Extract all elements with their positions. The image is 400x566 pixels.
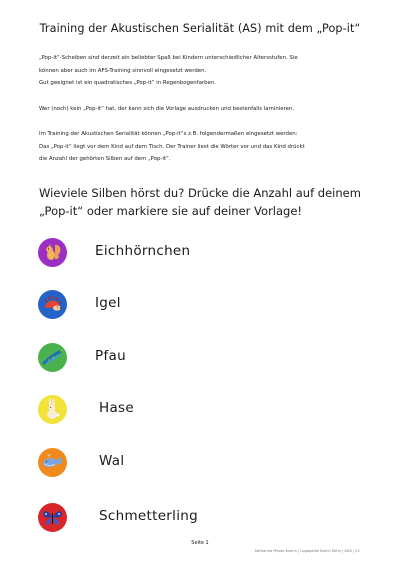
question-line: Wieviele Silben hörst du? Drücke die Anzahl auf deinem xyxy=(39,186,361,200)
squirrel-icon xyxy=(38,238,67,267)
word-label: Wal xyxy=(99,453,125,469)
page-number: Seite 1 xyxy=(191,540,209,546)
intro-paragraph-3 xyxy=(39,128,369,166)
question-line: „Pop-it“ oder markiere sie auf deiner Vorlage! xyxy=(39,203,303,218)
intro-line: können aber auch im AFS-Training sinnvoll eingesetzt werden. xyxy=(39,67,207,74)
hedgehog-icon xyxy=(38,290,67,319)
word-label: Schmetterling xyxy=(99,508,198,524)
page-title: Training der Akustischen Serialität (AS) mit dem „Pop-it“ xyxy=(39,22,361,35)
intro-line: Das „Pop-it“ liegt vor dem Kind auf dem Tisch. Der Trainer liest die Wörter vor und das Kind drückt xyxy=(39,143,305,150)
word-item-hase xyxy=(38,395,378,425)
word-label: Igel xyxy=(95,295,121,311)
word-item-eichhoernchen xyxy=(38,238,378,268)
word-item-igel xyxy=(38,290,378,320)
intro-line: Im Training der Akustischen Serialität können „Pop-it“s z.B. folgendermaßen eingesetzt werden: xyxy=(39,131,298,137)
word-item-wal xyxy=(38,448,378,478)
word-label: Eichhörnchen xyxy=(95,243,191,259)
rabbit-icon xyxy=(38,395,67,424)
word-label: Hase xyxy=(99,400,134,416)
butterfly-icon xyxy=(38,503,67,532)
intro-line: die Anzahl der gehörten Silben auf dem „Pop-it“. xyxy=(39,156,171,162)
credit-note: Katharina Pieper-Kuehn | Logopädie Katrin Kühn | ADS | 01 xyxy=(254,549,360,553)
intro-line: „Pop-it“-Scheiben sind derzeit ein beliebter Spaß bei Kindern unterschiedlicher Altersstufen. Sie xyxy=(39,55,298,61)
intro-line: Gut geeignet ist ein quadratisches „Pop-it“ in Regenbogenfarben. xyxy=(39,80,216,86)
word-item-pfau xyxy=(38,343,378,373)
peacock-icon xyxy=(38,343,67,372)
word-label: Pfau xyxy=(95,348,126,364)
whale-icon xyxy=(38,448,67,477)
word-item-schmetterling xyxy=(38,503,378,533)
intro-paragraph-2 xyxy=(39,103,369,116)
instruction-question xyxy=(39,185,379,220)
intro-line: Wer (noch) kein „Pop-it“ hat, der kann sich die Vorlage ausdrucken und bestenfalls laminieren. xyxy=(39,106,295,112)
intro-paragraph-1 xyxy=(39,52,369,90)
